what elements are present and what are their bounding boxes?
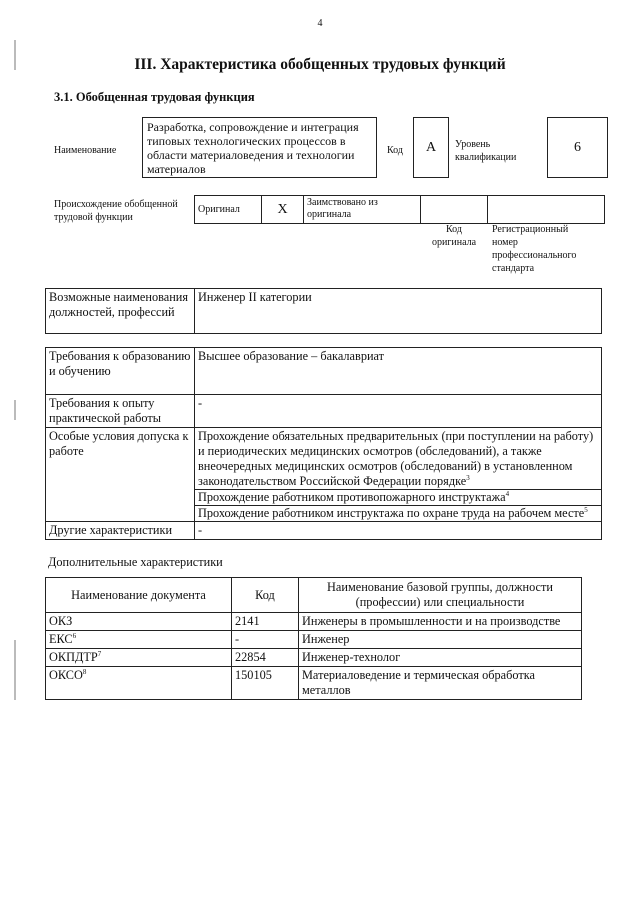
- function-name-box: Разработка, сопровождение и интеграция типовых технологических процессов в области материаловедения и технологии материалов: [142, 117, 377, 178]
- header-group-name: Наименование базовой группы, должности (профессии) или специальности: [299, 578, 582, 613]
- registration-caption: Регистрационный номер профессионального стандарта: [492, 224, 577, 274]
- positions-label: Возможные наименования должностей, профессий: [46, 289, 195, 334]
- education-label: Требования к образованию и обучению: [46, 348, 195, 395]
- positions-table: [45, 288, 602, 334]
- subsection-title: 3.1. Обобщенная трудовая функция: [54, 90, 255, 104]
- table-row: ОКСО$^8$ 150105 Материаловедение и термическая обработка металлов: [46, 667, 582, 700]
- footnote-ref: 6: [72, 631, 77, 640]
- special-condition-1: Прохождение обязательных предварительных (при поступлении на работу) и периодических медицинских осмотров (обследований), а также внеочередных медицинских осмотров (обследований) в установленном законодательством Российской Федерации порядке$^3$: [198, 429, 594, 488]
- table-row: ЕКС$^6$ - Инженер: [46, 631, 582, 649]
- level-label: Уровень квалификации: [455, 139, 517, 163]
- original-code-cell: [421, 196, 488, 224]
- original-label: Оригинал: [195, 196, 262, 224]
- special-label: Особые условия допуска к работе: [46, 428, 195, 522]
- level-box: 6: [547, 117, 608, 178]
- other-value: -: [195, 522, 602, 540]
- page-number: 4: [317, 18, 323, 29]
- scan-mark: [14, 400, 16, 420]
- scan-mark: [14, 640, 16, 700]
- education-value: Высшее образование – бакалавриат: [195, 348, 602, 395]
- additional-table: [45, 577, 582, 700]
- special-condition-2: Прохождение работником противопожарного инструктажа$^4$: [195, 489, 601, 505]
- registration-number-cell: [488, 196, 605, 224]
- additional-title: Дополнительные характеристики: [48, 555, 223, 569]
- code-box: A: [413, 117, 449, 178]
- footnote-ref: 7: [97, 649, 102, 658]
- experience-value: -: [195, 395, 602, 428]
- experience-label: Требования к опыту практической работы: [46, 395, 195, 428]
- special-condition-3: Прохождение работником инструктажа по охране труда на рабочем месте$^5$: [195, 505, 601, 521]
- origin-table: [194, 195, 605, 224]
- footnote-ref: 5: [584, 505, 588, 514]
- code-label: Код: [387, 145, 403, 156]
- footnote-ref: 3: [466, 473, 470, 482]
- other-label: Другие характеристики: [46, 522, 195, 540]
- positions-value: Инженер II категории: [195, 289, 602, 334]
- table-row: ОКЗ 2141 Инженеры в промышленности и на производстве: [46, 613, 582, 631]
- requirements-table: [45, 347, 602, 540]
- origin-label: Происхождение обобщенной трудовой функции: [54, 199, 178, 223]
- table-row: ОКПДТР$^7$ 22854 Инженер-технолог: [46, 649, 582, 667]
- special-conditions: [195, 428, 602, 522]
- original-code-caption: Код оригинала: [431, 224, 477, 248]
- borrowed-label: Заимствовано из оригинала: [304, 196, 421, 224]
- name-label: Наименование: [54, 145, 117, 156]
- footnote-ref: 8: [82, 667, 87, 676]
- header-code: Код: [232, 578, 299, 613]
- section-title: III. Характеристика обобщенных трудовых функций: [134, 56, 506, 73]
- original-mark: X: [262, 196, 304, 224]
- header-document: Наименование документа: [46, 578, 232, 613]
- footnote-ref: 4: [505, 489, 510, 498]
